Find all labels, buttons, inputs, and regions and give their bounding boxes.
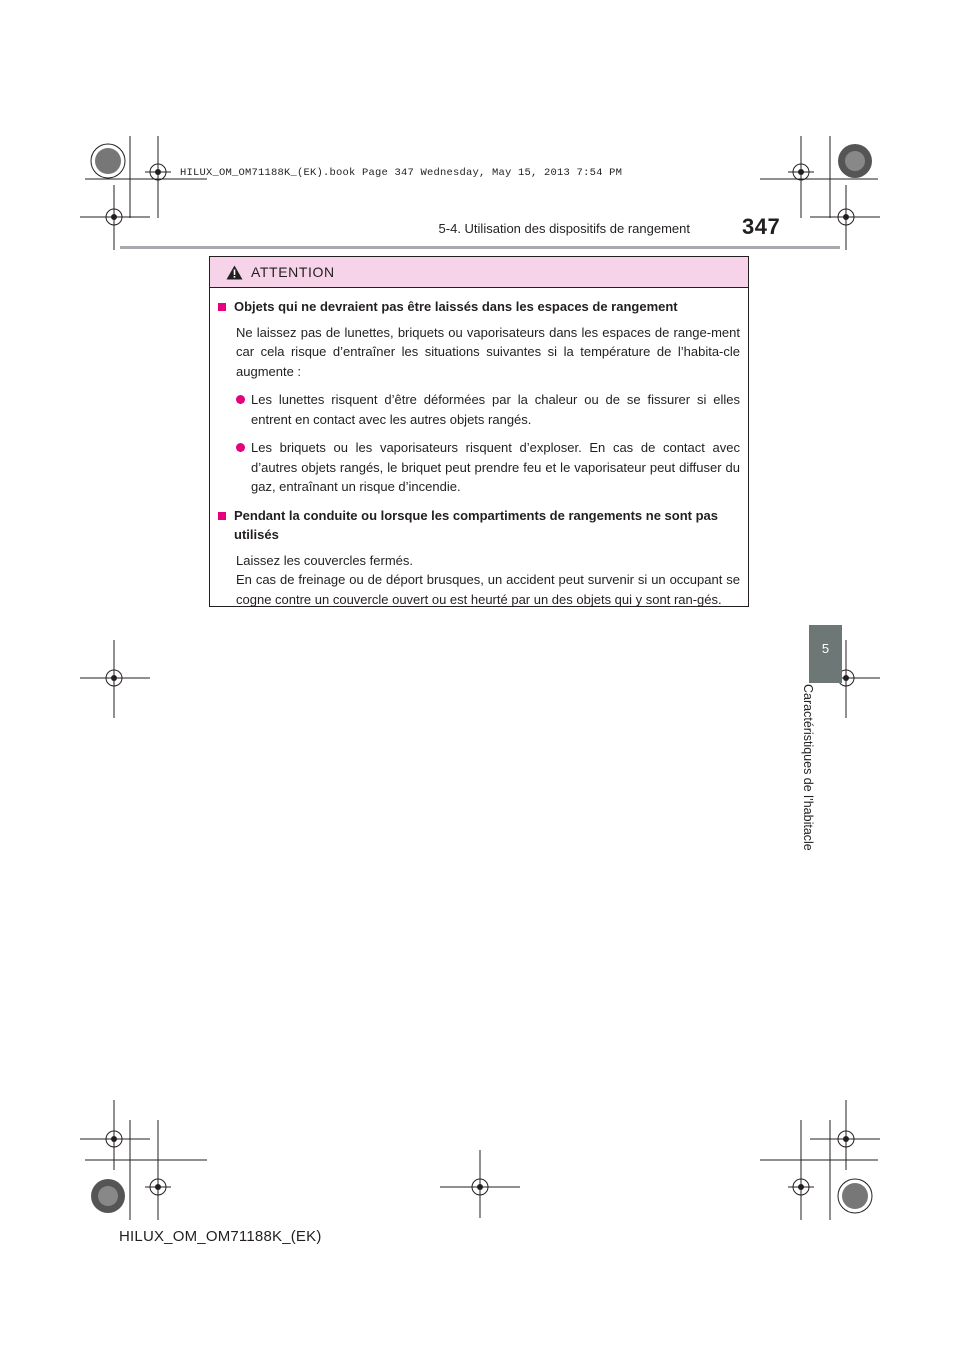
warning-body xyxy=(210,288,748,609)
section-title: 5-4. Utilisation des dispositifs de rangement xyxy=(438,221,690,236)
warning-triangle-icon xyxy=(226,265,243,280)
topic-paragraph: En cas de freinage ou de déport brusques, un accident peut survenir si un occupant se cogne contre un couvercle ouvert ou est heurté par un des objets qui y sont ran-gés. xyxy=(236,572,740,607)
topic-heading xyxy=(218,297,740,317)
list-item xyxy=(218,438,740,497)
list-item-text: Les lunettes risquent d’être déformées par la chaleur ou de se fissurer si elles entrent en contact avec les autres objets rangés. xyxy=(251,392,740,427)
chapter-number: 5 xyxy=(821,641,830,656)
header-rule xyxy=(120,246,840,249)
circle-bullet-icon xyxy=(236,395,245,404)
square-bullet-icon xyxy=(218,303,226,311)
document-id: HILUX_OM_OM71188K_(EK) xyxy=(119,1228,322,1245)
circle-bullet-icon xyxy=(236,443,245,452)
list-item-text: Les briquets ou les vaporisateurs risquent d’exploser. En cas de contact avec d’autres objets rangés, le briquet peut prendre feu et le vaporisateur peut diffuser du gaz, entraînant un risque d’incendie. xyxy=(251,440,740,494)
topic-paragraph: Ne laissez pas de lunettes, briquets ou vaporisateurs dans les espaces de range-ment car cela risque d’entraîner les situations suivantes si la température de l’habita-cle augmente : xyxy=(236,324,740,379)
topic-heading-text: Pendant la conduite ou lorsque les compartiments de rangements ne sont pas utilisés xyxy=(234,507,718,542)
topic-heading-text: Objets qui ne devraient pas être laissés dans les espaces de rangement xyxy=(234,299,678,314)
page-number: 347 xyxy=(742,214,781,239)
warning-box xyxy=(209,256,749,607)
warning-title: ATTENTION xyxy=(251,264,335,280)
print-stamp: HILUX_OM_OM71188K_(EK).book Page 347 Wednesday, May 15, 2013 7:54 PM xyxy=(180,167,623,179)
list-item xyxy=(218,390,740,429)
chapter-title: Caractéristiques de l’habitacle xyxy=(801,684,815,851)
topic-paragraph: Laissez les couvercles fermés. xyxy=(236,552,414,568)
topic-heading xyxy=(218,506,740,545)
warning-header xyxy=(210,257,748,288)
square-bullet-icon xyxy=(218,512,226,520)
